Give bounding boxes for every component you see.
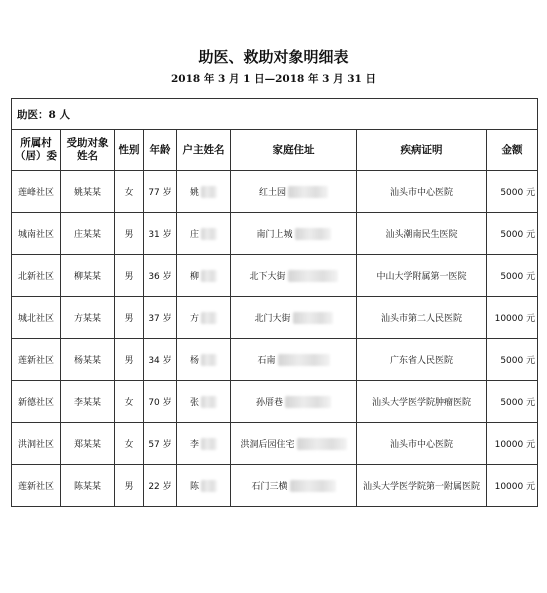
redaction-blur <box>201 438 217 450</box>
cell-address <box>231 465 357 507</box>
cell-age-text: 36 岁 <box>148 272 172 282</box>
cell-amount <box>487 465 538 507</box>
cell-recipient-text: 陈某某 <box>73 482 101 492</box>
cell-amount-text: 5000 元 <box>500 230 536 240</box>
cell-recipient-text: 方某某 <box>73 314 101 324</box>
cell-age <box>144 171 177 213</box>
cell-age <box>144 213 177 255</box>
cell-amount <box>487 381 538 423</box>
table-row <box>12 381 538 423</box>
summary-count: 助医：8 人 <box>12 99 538 130</box>
cell-householder <box>177 255 231 297</box>
cell-address-text: 红土园 <box>258 187 286 198</box>
cell-proof <box>357 381 487 423</box>
redaction-blur <box>201 354 217 366</box>
cell-recipient <box>61 171 115 213</box>
cell-householder <box>177 381 231 423</box>
table-row <box>12 423 538 465</box>
cell-address-text: 石南 <box>257 355 276 366</box>
cell-proof <box>357 171 487 213</box>
cell-householder-text: 方 <box>189 313 199 324</box>
col-age: 年龄 <box>144 130 177 171</box>
cell-recipient-text: 庄某某 <box>73 230 101 240</box>
cell-age-text: 31 岁 <box>148 230 172 240</box>
cell-gender <box>115 339 144 381</box>
cell-recipient-text: 柳某某 <box>73 272 101 282</box>
cell-address <box>231 213 357 255</box>
cell-age <box>144 339 177 381</box>
cell-gender <box>115 255 144 297</box>
cell-recipient <box>61 381 115 423</box>
cell-address <box>231 171 357 213</box>
cell-community <box>12 465 61 507</box>
cell-address-text: 洪洞后园住宅 <box>240 439 295 450</box>
assistance-table <box>11 98 538 507</box>
redaction-blur <box>201 270 217 282</box>
cell-age-text: 34 岁 <box>148 356 172 366</box>
cell-age <box>144 465 177 507</box>
cell-proof <box>357 213 487 255</box>
cell-proof <box>357 423 487 465</box>
cell-recipient-text: 杨某某 <box>73 356 101 366</box>
redaction-blur <box>201 228 217 240</box>
cell-householder-text: 姚 <box>189 187 199 198</box>
cell-address <box>231 339 357 381</box>
cell-amount-text: 5000 元 <box>500 272 536 282</box>
cell-amount <box>487 213 538 255</box>
cell-amount-text: 10000 元 <box>494 482 536 492</box>
cell-address-text: 孙厝巷 <box>255 397 283 408</box>
cell-community-text: 北新社区 <box>17 272 54 282</box>
cell-gender-text: 女 <box>124 398 134 408</box>
col-householder: 户主姓名 <box>177 130 231 171</box>
header-row <box>12 130 538 171</box>
cell-community-text: 城北社区 <box>17 314 54 324</box>
cell-gender-text: 男 <box>124 482 134 492</box>
cell-gender-text: 女 <box>124 440 134 450</box>
cell-householder-text: 张 <box>189 397 199 408</box>
cell-amount <box>487 297 538 339</box>
redaction-blur <box>293 312 333 324</box>
cell-gender <box>115 423 144 465</box>
cell-recipient <box>61 339 115 381</box>
redaction-blur <box>290 480 336 492</box>
cell-address-text: 北门大街 <box>254 313 291 324</box>
cell-age-text: 57 岁 <box>148 440 172 450</box>
col-recipient: 受助对象姓名 <box>61 130 115 171</box>
redaction-blur <box>278 354 330 366</box>
cell-community <box>12 297 61 339</box>
cell-proof <box>357 297 487 339</box>
cell-community <box>12 423 61 465</box>
cell-community <box>12 255 61 297</box>
redaction-blur <box>285 396 331 408</box>
cell-age <box>144 297 177 339</box>
cell-proof-text: 中山大学附属第一医院 <box>376 272 467 282</box>
cell-amount <box>487 171 538 213</box>
date-range: 2018 年 3 月 1 日—2018 年 3 月 31 日 <box>170 73 377 85</box>
cell-proof-text: 汕头市中心医院 <box>389 440 453 450</box>
cell-householder-text: 陈 <box>189 481 199 492</box>
cell-householder <box>177 297 231 339</box>
cell-proof-text: 汕头潮南民生医院 <box>385 230 458 240</box>
cell-recipient <box>61 465 115 507</box>
cell-gender-text: 男 <box>124 272 134 282</box>
redaction-blur <box>288 186 328 198</box>
cell-community-text: 洪洞社区 <box>17 440 54 450</box>
redaction-blur <box>288 270 338 282</box>
cell-gender <box>115 297 144 339</box>
cell-community-text: 新德社区 <box>17 398 54 408</box>
cell-recipient <box>61 423 115 465</box>
cell-amount-text: 5000 元 <box>500 188 536 198</box>
table-row <box>12 465 538 507</box>
cell-community-text: 莲峰社区 <box>17 188 54 198</box>
cell-age-text: 70 岁 <box>148 398 172 408</box>
cell-proof-text: 广东省人民医院 <box>389 356 453 366</box>
cell-recipient <box>61 213 115 255</box>
cell-gender <box>115 381 144 423</box>
cell-community <box>12 213 61 255</box>
col-gender: 性别 <box>115 130 144 171</box>
table-row <box>12 255 538 297</box>
summary-row <box>12 99 538 130</box>
redaction-blur <box>201 186 217 198</box>
cell-age <box>144 381 177 423</box>
cell-gender <box>115 171 144 213</box>
cell-recipient-text: 郑某某 <box>73 440 101 450</box>
cell-gender-text: 女 <box>124 188 134 198</box>
cell-age <box>144 423 177 465</box>
cell-proof-text: 汕头大学医学院第一附属医院 <box>362 482 480 492</box>
cell-householder <box>177 171 231 213</box>
cell-proof-text: 汕头市第二人民医院 <box>380 314 462 324</box>
cell-community-text: 城南社区 <box>17 230 54 240</box>
cell-address <box>231 255 357 297</box>
cell-address <box>231 423 357 465</box>
cell-gender-text: 男 <box>124 230 134 240</box>
col-proof: 疾病证明 <box>357 130 487 171</box>
cell-community-text: 莲新社区 <box>17 356 54 366</box>
cell-proof-text: 汕头大学医学院肿瘤医院 <box>371 398 471 408</box>
cell-proof <box>357 255 487 297</box>
cell-householder <box>177 423 231 465</box>
cell-community <box>12 171 61 213</box>
cell-proof <box>357 465 487 507</box>
redaction-blur <box>295 228 331 240</box>
cell-amount <box>487 339 538 381</box>
cell-amount-text: 10000 元 <box>494 440 536 450</box>
table-row <box>12 339 538 381</box>
redaction-blur <box>201 396 217 408</box>
cell-gender <box>115 465 144 507</box>
cell-householder-text: 杨 <box>189 355 199 366</box>
cell-age <box>144 255 177 297</box>
cell-amount <box>487 255 538 297</box>
cell-amount <box>487 423 538 465</box>
cell-amount-text: 10000 元 <box>494 314 536 324</box>
cell-address-text: 北下大街 <box>249 271 286 282</box>
table-row <box>12 213 538 255</box>
cell-recipient-text: 姚某某 <box>73 188 101 198</box>
cell-community <box>12 339 61 381</box>
table-row <box>12 297 538 339</box>
cell-amount-text: 5000 元 <box>500 356 536 366</box>
cell-householder <box>177 213 231 255</box>
cell-address <box>231 297 357 339</box>
col-address: 家庭住址 <box>231 130 357 171</box>
cell-community <box>12 381 61 423</box>
col-amount: 金额 <box>487 130 538 171</box>
cell-community-text: 莲新社区 <box>17 482 54 492</box>
cell-householder <box>177 465 231 507</box>
document-title: 助医、救助对象明细表 <box>198 48 349 66</box>
cell-age-text: 22 岁 <box>148 482 172 492</box>
cell-gender <box>115 213 144 255</box>
cell-amount-text: 5000 元 <box>500 398 536 408</box>
redaction-blur <box>201 312 217 324</box>
redaction-blur <box>297 438 347 450</box>
cell-gender-text: 男 <box>124 314 134 324</box>
cell-householder-text: 柳 <box>189 271 199 282</box>
cell-age-text: 37 岁 <box>148 314 172 324</box>
col-community: 所属村（居）委 <box>12 130 61 171</box>
cell-recipient <box>61 255 115 297</box>
cell-age-text: 77 岁 <box>148 188 172 198</box>
cell-householder-text: 李 <box>189 439 199 450</box>
cell-address-text: 石门三横 <box>251 481 288 492</box>
redaction-blur <box>201 480 217 492</box>
cell-address <box>231 381 357 423</box>
cell-address-text: 南门上城 <box>256 229 293 240</box>
table-row <box>12 171 538 213</box>
cell-gender-text: 男 <box>124 356 134 366</box>
cell-recipient <box>61 297 115 339</box>
cell-proof-text: 汕头市中心医院 <box>389 188 453 198</box>
cell-householder-text: 庄 <box>189 229 199 240</box>
cell-recipient-text: 李某某 <box>73 398 101 408</box>
cell-proof <box>357 339 487 381</box>
cell-householder <box>177 339 231 381</box>
